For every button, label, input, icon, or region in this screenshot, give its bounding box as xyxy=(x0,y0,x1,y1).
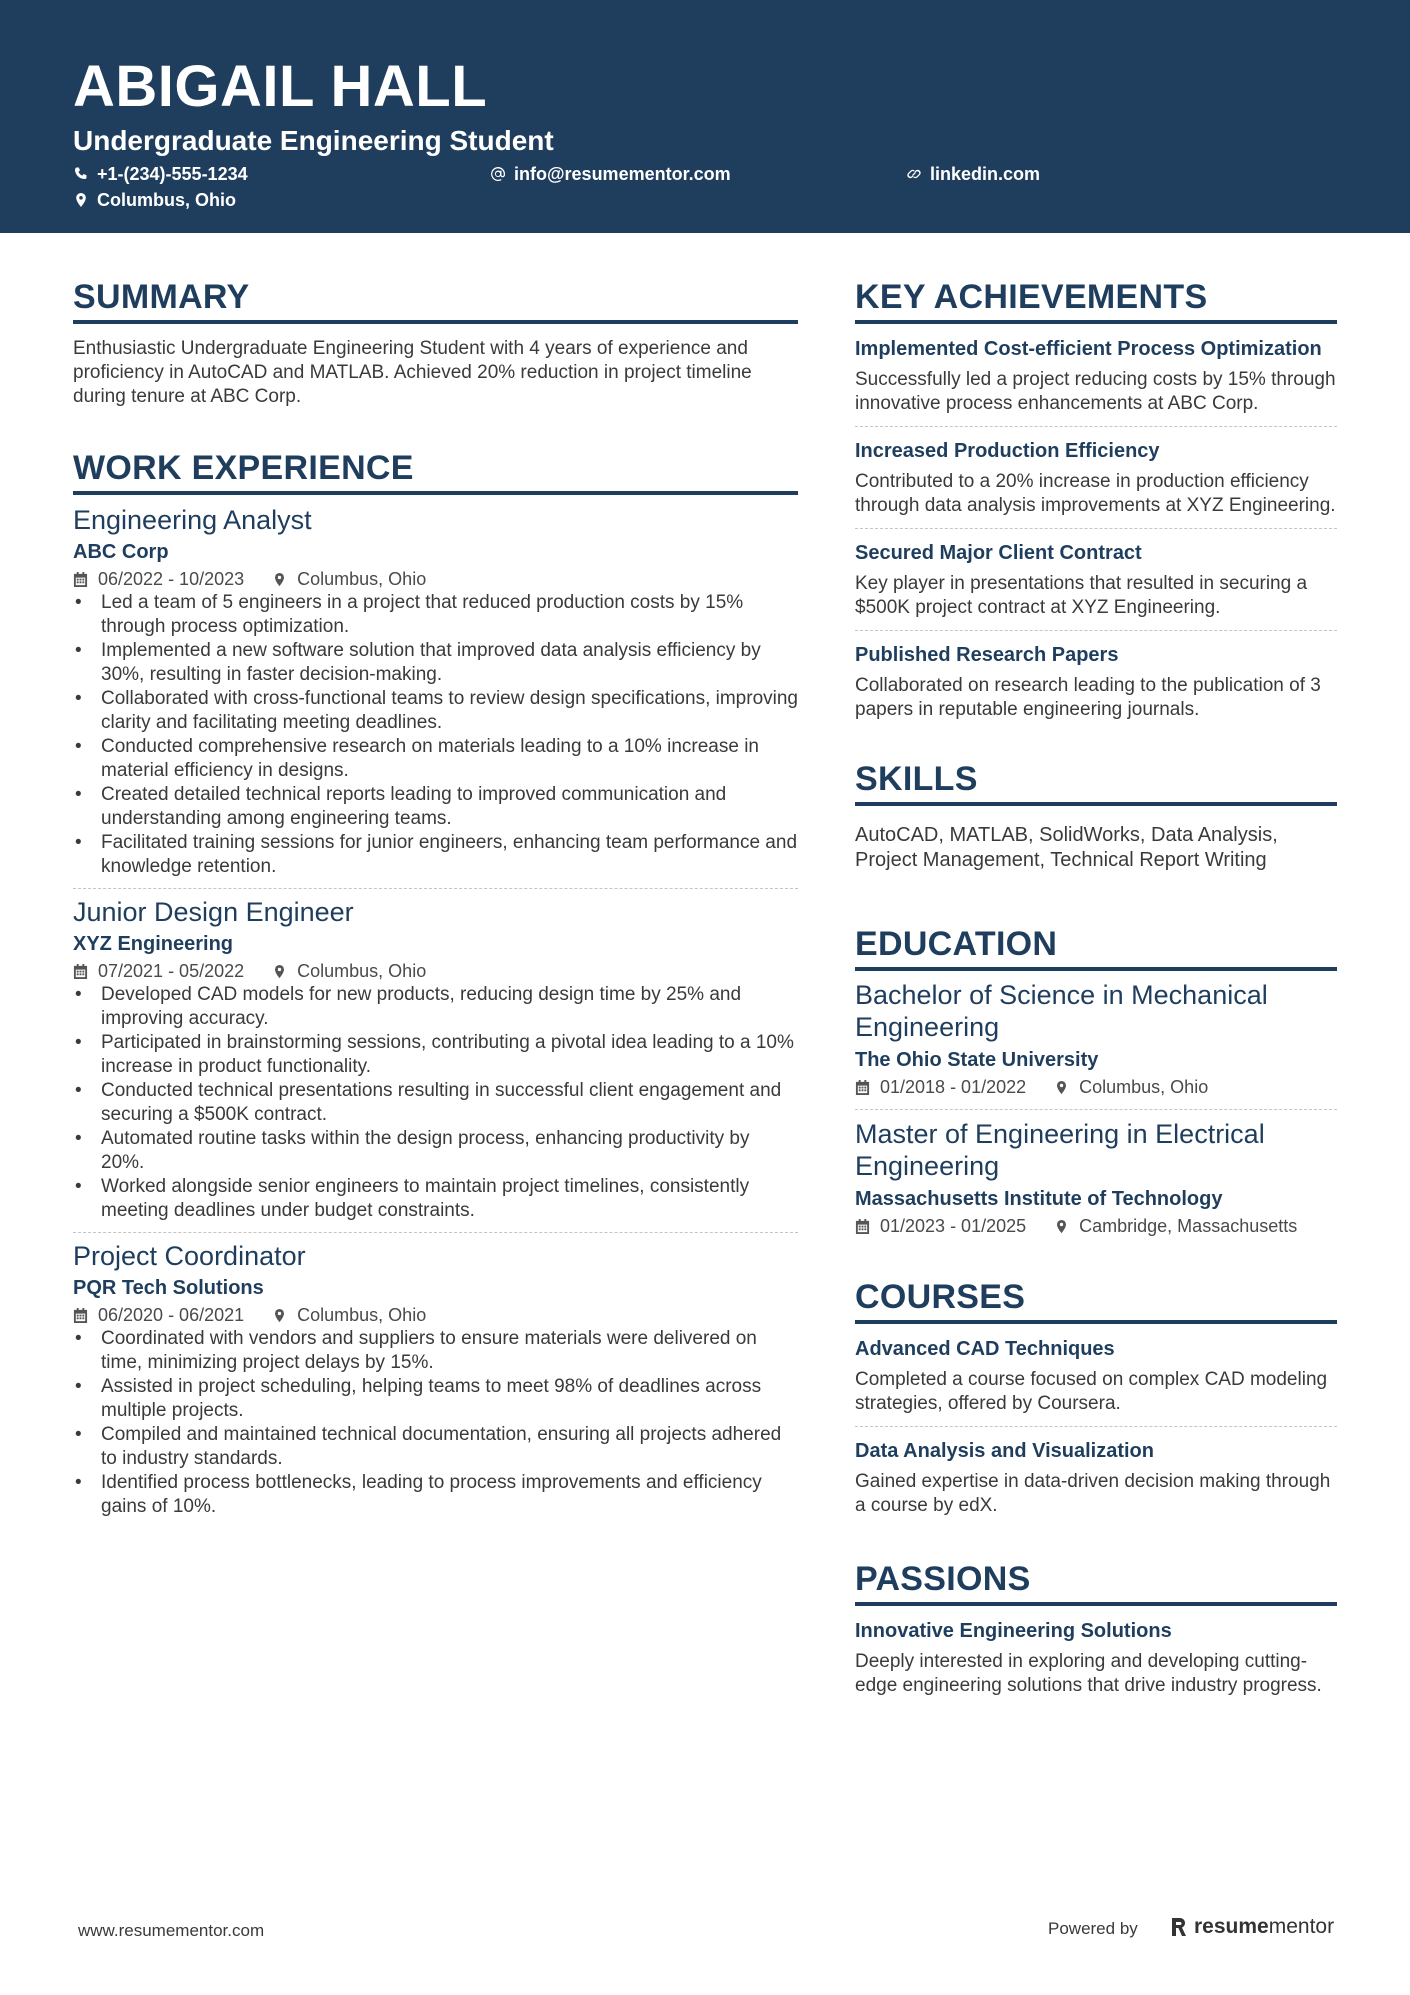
list-item: • Collaborated with cross-functional teams to review design specifications, improving clarity and facilitating meeting deadlines. xyxy=(73,687,798,735)
course-title: Data Analysis and Visualization xyxy=(855,1440,1154,1462)
job-location-text: Columbus, Ohio xyxy=(297,1305,427,1325)
achievement-text: Collaborated on research leading to the publication of 3 papers in reputable engineering journals. xyxy=(855,675,1321,720)
divider xyxy=(855,426,1337,427)
job-dates: 06/2020 - 06/2021 xyxy=(98,1305,245,1325)
education-location-text: Cambridge, Massachusetts xyxy=(1079,1216,1298,1236)
divider xyxy=(855,1109,1337,1110)
job-company: ABC Corp xyxy=(73,541,169,563)
calendar-icon xyxy=(855,1219,870,1234)
job-location-text: Columbus, Ohio xyxy=(297,961,427,981)
education-dates: 01/2023 - 01/2025 xyxy=(880,1216,1027,1236)
job-meta xyxy=(73,567,798,591)
course-item xyxy=(855,1438,1337,1518)
job-role: Junior Design Engineer xyxy=(73,897,354,927)
list-item: • Conducted comprehensive research on materials leading to a 10% increase in material efficiency in designs. xyxy=(73,735,798,783)
map-pin-icon xyxy=(1054,1219,1069,1234)
education-degree: Bachelor of Science in Mechanical Engineering xyxy=(855,980,1268,1042)
brand-bold: resume xyxy=(1194,1915,1269,1938)
job-bullets xyxy=(73,983,798,1223)
job-dates: 06/2022 - 10/2023 xyxy=(98,569,245,589)
job-location xyxy=(272,1303,426,1327)
job-dates: 07/2021 - 05/2022 xyxy=(98,961,245,981)
courses-heading: COURSES xyxy=(855,1280,1337,1324)
linkedin-text: linkedin.com xyxy=(930,164,1041,184)
list-item: • Assisted in project scheduling, helping teams to meet 98% of deadlines across multiple projects. xyxy=(73,1375,798,1423)
education-degree: Master of Engineering in Electrical Engineering xyxy=(855,1119,1265,1181)
skills-text: AutoCAD, MATLAB, SolidWorks, Data Analysis, Project Management, Technical Report Writing xyxy=(855,824,1278,871)
candidate-name: ABIGAIL HALL xyxy=(73,54,488,119)
footer-url[interactable]: www.resumementor.com xyxy=(78,1921,265,1940)
achievement-item xyxy=(855,642,1337,722)
job-location-text: Columbus, Ohio xyxy=(297,569,427,589)
course-text: Completed a course focused on complex CAD modeling strategies, offered by Coursera. xyxy=(855,1369,1328,1414)
list-item: • Created detailed technical reports leading to improved communication and understanding among engineering teams. xyxy=(73,783,798,831)
course-title: Advanced CAD Techniques xyxy=(855,1338,1115,1360)
job-entry xyxy=(73,504,798,879)
education-meta xyxy=(855,1214,1337,1238)
divider xyxy=(855,528,1337,529)
job-meta xyxy=(73,959,798,983)
education-school: Massachusetts Institute of Technology xyxy=(855,1188,1223,1210)
at-sign-icon xyxy=(490,166,506,182)
education-item xyxy=(855,1118,1337,1238)
job-role: Engineering Analyst xyxy=(73,505,312,535)
job-role: Project Coordinator xyxy=(73,1241,306,1271)
job-bullets xyxy=(73,591,798,879)
map-pin-icon xyxy=(272,572,287,587)
education-location xyxy=(1054,1214,1297,1238)
passion-text: Deeply interested in exploring and developing cutting-edge engineering solutions that drive industry progress. xyxy=(855,1651,1322,1696)
achievement-item xyxy=(855,336,1337,416)
job-location xyxy=(272,567,426,591)
list-item: • Conducted technical presentations resulting in successful client engagement and securing a $500K contract. xyxy=(73,1079,798,1127)
education-heading: EDUCATION xyxy=(855,927,1337,971)
achievement-title: Published Research Papers xyxy=(855,644,1119,666)
job-entry xyxy=(73,1240,798,1519)
right-column xyxy=(855,280,1337,1698)
job-bullets xyxy=(73,1327,798,1519)
education-dates: 01/2018 - 01/2022 xyxy=(880,1077,1027,1097)
calendar-icon xyxy=(855,1080,870,1095)
divider xyxy=(855,630,1337,631)
brand-logo[interactable] xyxy=(1170,1915,1334,1939)
experience-heading: WORK EXPERIENCE xyxy=(73,451,798,495)
brand-light: mentor xyxy=(1268,1915,1335,1938)
job-location xyxy=(272,959,426,983)
achievement-item xyxy=(855,438,1337,518)
list-item: • Automated routine tasks within the design process, enhancing productivity by 20%. xyxy=(73,1127,798,1175)
job-meta xyxy=(73,1303,798,1327)
education-item xyxy=(855,979,1337,1099)
divider xyxy=(73,1232,798,1233)
achievement-text: Successfully led a project reducing costs by 15% through innovative process enhancements at ABC Corp. xyxy=(855,369,1336,414)
achievement-title: Implemented Cost-efficient Process Optimization xyxy=(855,338,1322,360)
contact-linkedin[interactable] xyxy=(906,165,1040,183)
list-item: • Identified process bottlenecks, leading to process improvements and efficiency gains of 10%. xyxy=(73,1471,798,1519)
phone-icon xyxy=(73,166,89,182)
achievement-item xyxy=(855,540,1337,620)
list-item: • Coordinated with vendors and suppliers to ensure materials were delivered on time, minimizing project delays by 15%. xyxy=(73,1327,798,1375)
list-item: • Developed CAD models for new products, reducing design time by 25% and improving accuracy. xyxy=(73,983,798,1031)
link-icon xyxy=(906,166,922,182)
divider xyxy=(855,1426,1337,1427)
job-company: XYZ Engineering xyxy=(73,933,234,955)
education-meta xyxy=(855,1075,1337,1099)
left-column xyxy=(73,280,798,1519)
education-location xyxy=(1054,1075,1208,1099)
job-entry xyxy=(73,896,798,1223)
email-text: info@resumementor.com xyxy=(514,164,731,184)
list-item: • Implemented a new software solution that improved data analysis efficiency by 30%, resulting in faster decision-making. xyxy=(73,639,798,687)
map-pin-icon xyxy=(272,1308,287,1323)
list-item: • Participated in brainstorming sessions, contributing a pivotal idea leading to a 10% increase in product functionality. xyxy=(73,1031,798,1079)
course-item xyxy=(855,1336,1337,1416)
powered-by-label: Powered by xyxy=(1048,1919,1138,1938)
passion-title: Innovative Engineering Solutions xyxy=(855,1620,1172,1642)
contact-phone xyxy=(73,165,248,183)
contact-location xyxy=(73,191,236,209)
achievements-heading: KEY ACHIEVEMENTS xyxy=(855,280,1337,324)
job-company: PQR Tech Solutions xyxy=(73,1277,264,1299)
achievement-text: Contributed to a 20% increase in production efficiency through data analysis improvements at XYZ Engineering. xyxy=(855,471,1336,516)
passion-item xyxy=(855,1618,1337,1698)
calendar-icon xyxy=(73,572,88,587)
list-item: • Compiled and maintained technical documentation, ensuring all projects adhered to industry standards. xyxy=(73,1423,798,1471)
contact-email[interactable] xyxy=(490,165,731,183)
resumementor-logo-icon xyxy=(1170,1916,1188,1938)
map-pin-icon xyxy=(1054,1080,1069,1095)
calendar-icon xyxy=(73,964,88,979)
achievement-text: Key player in presentations that resulted in securing a $500K project contract at XYZ Engineering. xyxy=(855,573,1308,618)
education-school: The Ohio State University xyxy=(855,1049,1099,1071)
achievement-title: Increased Production Efficiency xyxy=(855,440,1160,462)
list-item: • Facilitated training sessions for junior engineers, enhancing team performance and knowledge retention. xyxy=(73,831,798,879)
divider xyxy=(73,888,798,889)
phone-text: +1-(234)-555-1234 xyxy=(97,164,248,184)
resume-header xyxy=(0,0,1410,233)
candidate-title: Undergraduate Engineering Student xyxy=(73,125,554,156)
list-item: • Led a team of 5 engineers in a project that reduced production costs by 15% through process optimization. xyxy=(73,591,798,639)
map-pin-icon xyxy=(272,964,287,979)
list-item: • Worked alongside senior engineers to maintain project timelines, consistently meeting deadlines under budget constraints. xyxy=(73,1175,798,1223)
location-text: Columbus, Ohio xyxy=(97,190,236,210)
calendar-icon xyxy=(73,1308,88,1323)
summary-text: Enthusiastic Undergraduate Engineering Student with 4 years of experience and proficiency in AutoCAD and MATLAB. Achieved 20% reduction in project timeline during tenure at ABC Corp. xyxy=(73,338,752,407)
achievement-title: Secured Major Client Contract xyxy=(855,542,1142,564)
skills-heading: SKILLS xyxy=(855,762,1337,806)
passions-heading: PASSIONS xyxy=(855,1562,1337,1606)
summary-heading: SUMMARY xyxy=(73,280,798,324)
education-location-text: Columbus, Ohio xyxy=(1079,1077,1209,1097)
course-text: Gained expertise in data-driven decision making through a course by edX. xyxy=(855,1471,1331,1516)
map-pin-icon xyxy=(73,192,89,208)
